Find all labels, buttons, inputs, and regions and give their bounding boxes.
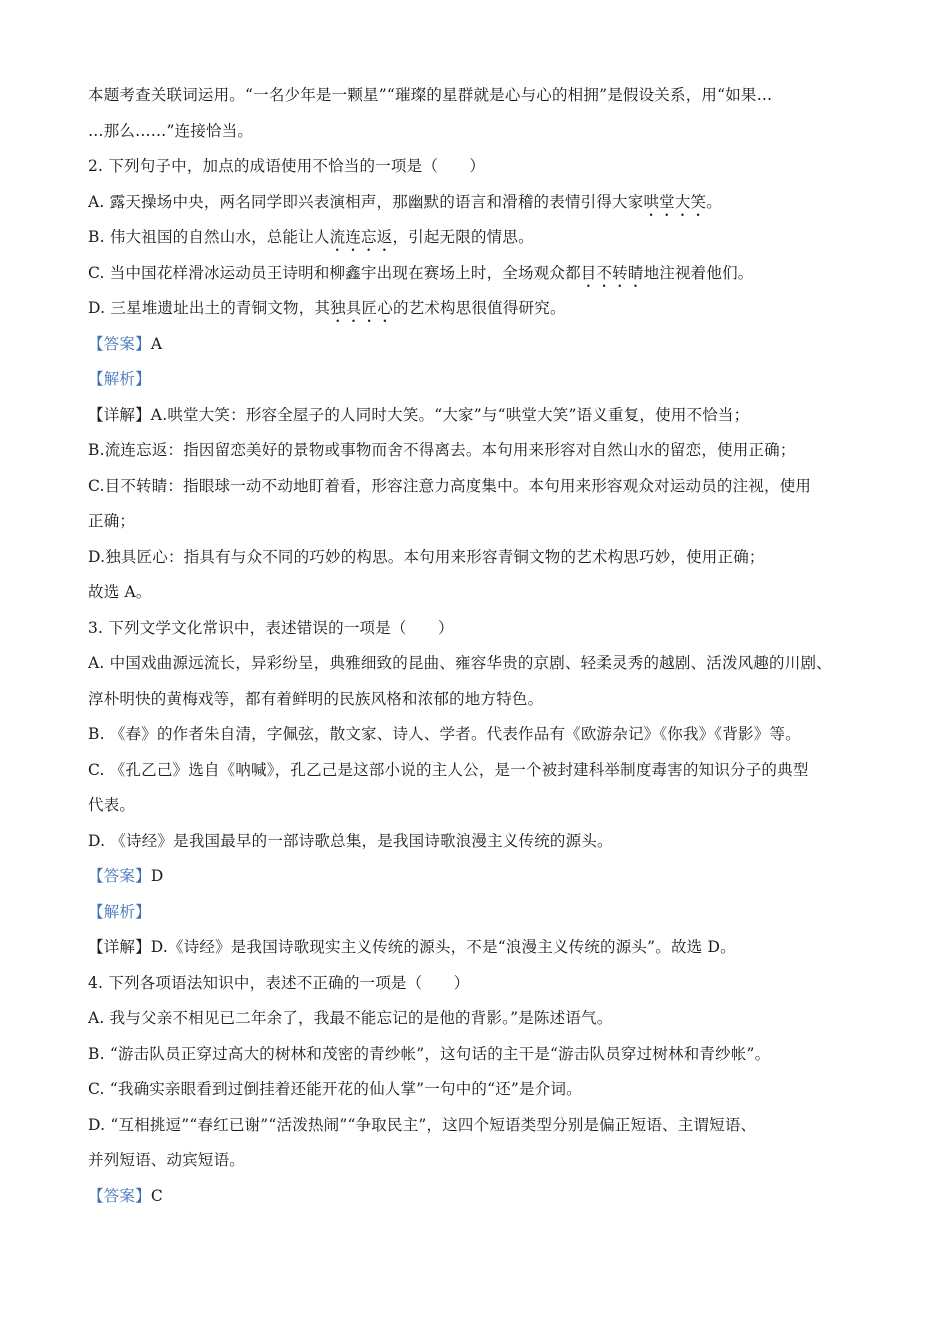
text-run: C. 当中国花样滑冰运动员王诗明和柳鑫宇出现在赛场上时，全场观众都 (88, 263, 581, 282)
text-line (88, 78, 878, 114)
text-run: 代表。 (88, 796, 136, 814)
text-line (88, 469, 878, 505)
text-line (88, 611, 878, 647)
text-line (88, 1072, 878, 1108)
text-line (88, 256, 878, 292)
text-run: C (150, 1186, 163, 1205)
text-run: 2. 下列句子中，加点的成语使用不恰当的一项是（ ） (88, 157, 486, 175)
text-line (88, 291, 878, 327)
text-run: …那么……”连接恰当。 (88, 121, 254, 140)
text-run: 的艺术构思很值得研究。 (392, 299, 566, 317)
text-run: 并列短语、动宾短语。 (88, 1151, 246, 1169)
text-run: B. 伟大祖国的自然山水，总能让人 (88, 228, 330, 246)
text-run: 正确； (88, 512, 136, 530)
text-line (88, 185, 878, 221)
text-line (88, 1179, 878, 1215)
text-line (88, 930, 878, 966)
text-run: 4. 下列各项语法知识中，表述不正确的一项是（ ） (88, 973, 470, 992)
text-run: ，引起无限的情思。 (392, 228, 534, 246)
text-line (88, 1108, 878, 1144)
dotted-idiom: 哄堂大笑 (643, 192, 707, 211)
text-line (88, 1037, 878, 1073)
text-line (88, 1001, 878, 1037)
section-tag: 【答案】 (88, 334, 151, 353)
text-line (88, 895, 878, 931)
text-run: D. 三星堆遗址出土的青铜文物，其 (88, 299, 331, 317)
text-line (88, 717, 878, 753)
dotted-idiom: 独具匠心 (330, 299, 393, 317)
text-line (88, 966, 878, 1002)
text-run: 【详解】D.《诗经》是我国诗歌现实主义传统的源头，不是“浪漫主义传统的源头”。故选 D。 (88, 938, 736, 956)
text-run: C. “我确实亲眼看到过倒挂着还能开花的仙人掌”一句中的“还”是介词。 (88, 1080, 582, 1098)
text-line (88, 575, 878, 611)
section-tag: 【答案】 (88, 867, 151, 885)
text-run: 淳朴明快的黄梅戏等，都有着鲜明的民族风格和浓郁的地方特色。 (88, 689, 544, 708)
text-run: 。 (706, 192, 722, 211)
text-run: B.流连忘返：指因留恋美好的景物或事物而舍不得离去。本句用来形容对自然山水的留恋，使用正确； (88, 441, 796, 459)
section-tag: 【答案】 (88, 1186, 151, 1205)
text-line (88, 433, 878, 469)
text-line (88, 149, 878, 185)
text-run: C.目不转睛：指眼球一动不动地盯着看，形容注意力高度集中。本句用来形容观众对运动员的注视，使用 (88, 476, 812, 495)
text-run: A. 露天操场中央，两名同学即兴表演相声，那幽默的语言和滑稽的表情引得大家 (88, 192, 644, 211)
section-tag: 【解析】 (88, 902, 151, 921)
text-line (88, 362, 878, 398)
text-line (88, 682, 878, 718)
dotted-idiom: 流连忘返 (329, 228, 393, 246)
text-line (88, 114, 878, 150)
text-line (88, 504, 878, 540)
text-line (88, 824, 878, 860)
text-run: D. “互相挑逗”“春红已谢”“活泼热闹”“争取民主”，这四个短语类型分别是偏正短语、主谓短语、 (88, 1115, 757, 1134)
text-run: 本题考查关联词运用。“一名少年是一颗星”“璀璨的星群就是心与心的相拥”是假设关系，用“如果… (88, 86, 773, 104)
dotted-idiom: 目不转睛 (580, 263, 644, 282)
text-run: D.独具匠心：指具有与众不同的巧妙的构思。本句用来形容青铜文物的艺术构思巧妙，使用正确； (88, 547, 765, 566)
text-run: C. 《孔乙己》选自《呐喊》，孔乙己是这部小说的主人公，是一个被封建科举制度毒害的知识分子的典型 (88, 760, 809, 779)
section-tag: 【解析】 (88, 370, 151, 388)
text-run: 3. 下列文学文化常识中，表述错误的一项是（ ） (88, 618, 454, 637)
text-line (88, 540, 878, 576)
text-line (88, 1143, 878, 1179)
text-run: D (150, 867, 164, 885)
text-run: A. 我与父亲不相见已二年余了，我最不能忘记的是他的背影。”是陈述语气。 (88, 1009, 613, 1027)
text-line (88, 646, 878, 682)
document-page (88, 78, 878, 1214)
text-run: D. 《诗经》是我国最早的一部诗歌总集，是我国诗歌浪漫主义传统的源头。 (88, 831, 613, 850)
text-line (88, 327, 878, 363)
text-run: 地注视着他们。 (643, 263, 754, 282)
text-line (88, 859, 878, 895)
text-run: 故选 A。 (88, 583, 152, 601)
text-line (88, 398, 878, 434)
text-run: B. “游击队员正穿过高大的树林和茂密的青纱帐”，这句话的主干是“游击队员穿过树林和青纱帐”。 (88, 1044, 771, 1063)
text-line (88, 753, 878, 789)
text-run: A. 中国戏曲源远流长，异彩纷呈，典雅细致的昆曲、雍容华贵的京剧、轻柔灵秀的越剧、活泼风趣的川剧、 (88, 654, 832, 672)
text-run: B. 《春》的作者朱自清，字佩弦，散文家、诗人、学者。代表作品有《欧游杂记》《你我》《背影》等。 (88, 725, 801, 743)
text-line (88, 220, 878, 256)
text-line (88, 788, 878, 824)
text-run: A (150, 334, 163, 353)
text-run: 【详解】A.哄堂大笑：形容全屋子的人同时大笑。“大家”与“哄堂大笑”语义重复，使用不恰当； (88, 405, 750, 424)
